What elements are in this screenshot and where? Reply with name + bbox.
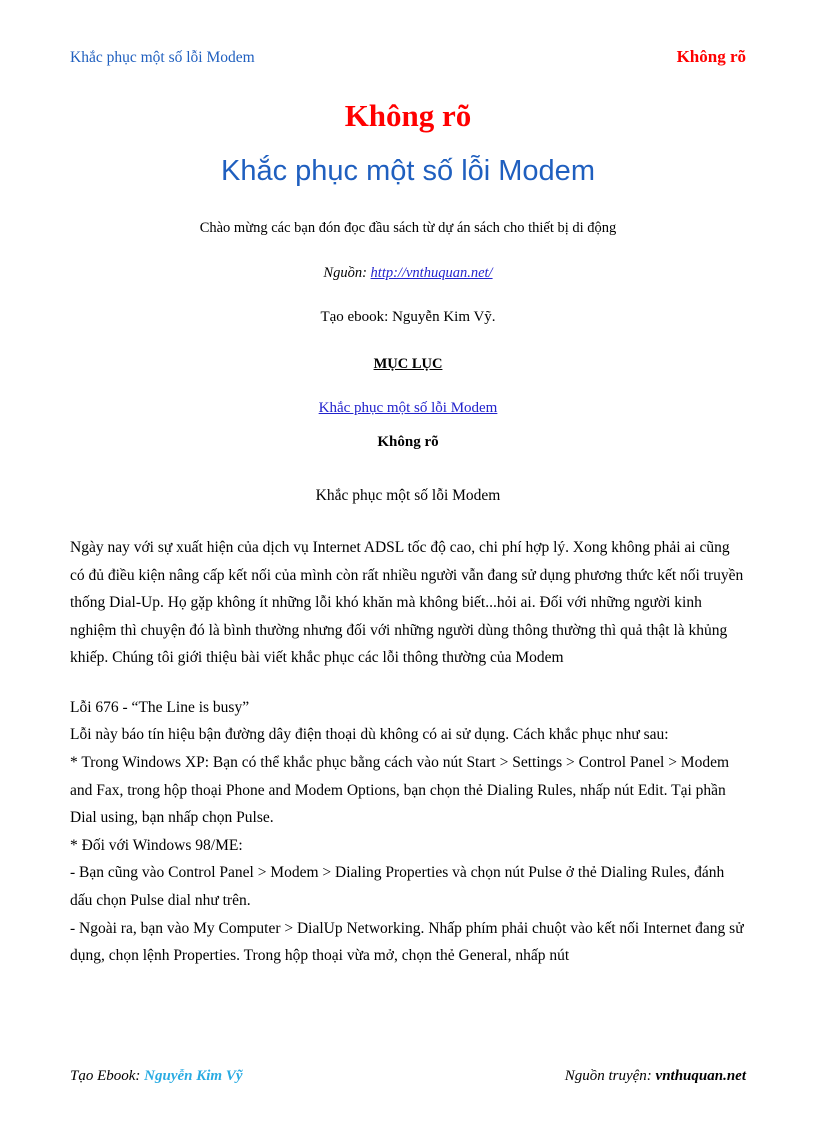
source-url-link[interactable]: http://vnthuquan.net/ [370,264,493,281]
footer-source-credit [565,1068,746,1085]
footer-ebook-name: Nguyễn Kim Vỹ [144,1068,243,1084]
document-author-title: Không rõ [344,98,472,133]
chapter-block [70,432,746,507]
source-line [70,263,746,283]
toc-entry-link[interactable]: Khắc phục một số lỗi Modem [318,400,498,417]
footer-ebook-credit [70,1068,243,1085]
header-author: Không rõ [676,47,746,66]
source-label: Nguồn: [323,264,367,281]
document-title: Khắc phục một số lỗi Modem [221,154,595,187]
footer-source-label: Nguồn truyện: [564,1068,652,1084]
running-header [70,47,746,67]
header-book-title: Khắc phục một số lỗi Modem [70,49,255,66]
welcome-text: Chào mừng các bạn đón đọc đầu sách từ dự án sách cho thiết bị di động [199,220,617,237]
footer-source-site: vnthuquan.net [655,1068,746,1084]
toc-heading: MỤC LỤC [373,355,443,372]
title-block [70,98,746,419]
body-line-winxp: * Trong Windows XP: Bạn có thể khắc phục bằng cách vào nút Start > Settings > Control Panel > Modem and Fax, trong hộp thoại Phone and Modem Options, bạn chọn thẻ Dialing Rules, nhấp nút Edit. Tại phần Dial using, bạn nhấp chọn Pulse. [70,754,730,827]
document-body [70,534,746,970]
body-line-error-code: Lỗi 676 - “The Line is busy” [70,698,250,716]
running-footer [70,1068,746,1085]
body-line-error-desc: Lỗi này báo tín hiệu bận đường dây điện thoại dù không có ai sử dụng. Cách khắc phục như sau: [70,726,669,744]
body-line-win98-step1: - Bạn cũng vào Control Panel > Modem > Dialing Properties và chọn nút Pulse ở thẻ Dialing Rules, đánh dấu chọn Pulse dial như trên. [70,864,725,909]
chapter-author: Không rõ [377,434,439,450]
toc-entry [70,398,746,419]
footer-ebook-label: Tạo Ebook: [70,1068,141,1084]
ebook-maker-text: Tạo ebook: Nguyễn Kim Vỹ. [320,308,496,325]
body-line-win98-step2: - Ngoài ra, bạn vào My Computer > DialUp Networking. Nhấp phím phải chuột vào kết nối Internet đang sử dụng, chọn lệnh Properties. Trong hộp thoại vừa mở, chọn thẻ General, nhấp nút [70,919,744,965]
chapter-title: Khắc phục một số lỗi Modem [315,487,501,504]
body-paragraph-1: Ngày nay với sự xuất hiện của dịch vụ Internet ADSL tốc độ cao, chi phí hợp lý. Xong không phải ai cũng có đủ điều kiện nâng cấp kết nối của mình còn rất nhiều người vẫn đang sử dụng phương thức kết nối truyền thống Dial-Up. Họ gặp không ít những lỗi khó khăn mà không biết...hỏi ai. Đối với những người kinh nghiệm thì chuyện đó là bình thường nhưng đối với những người dùng thông thường thì quả thật là khủng khiếp. Chúng tôi giới thiệu bài viết khắc phục các lỗi thông thường của Modem [70,539,744,667]
body-instruction-list [70,694,746,970]
body-line-win98-heading: * Đối với Windows 98/ME: [70,836,243,854]
